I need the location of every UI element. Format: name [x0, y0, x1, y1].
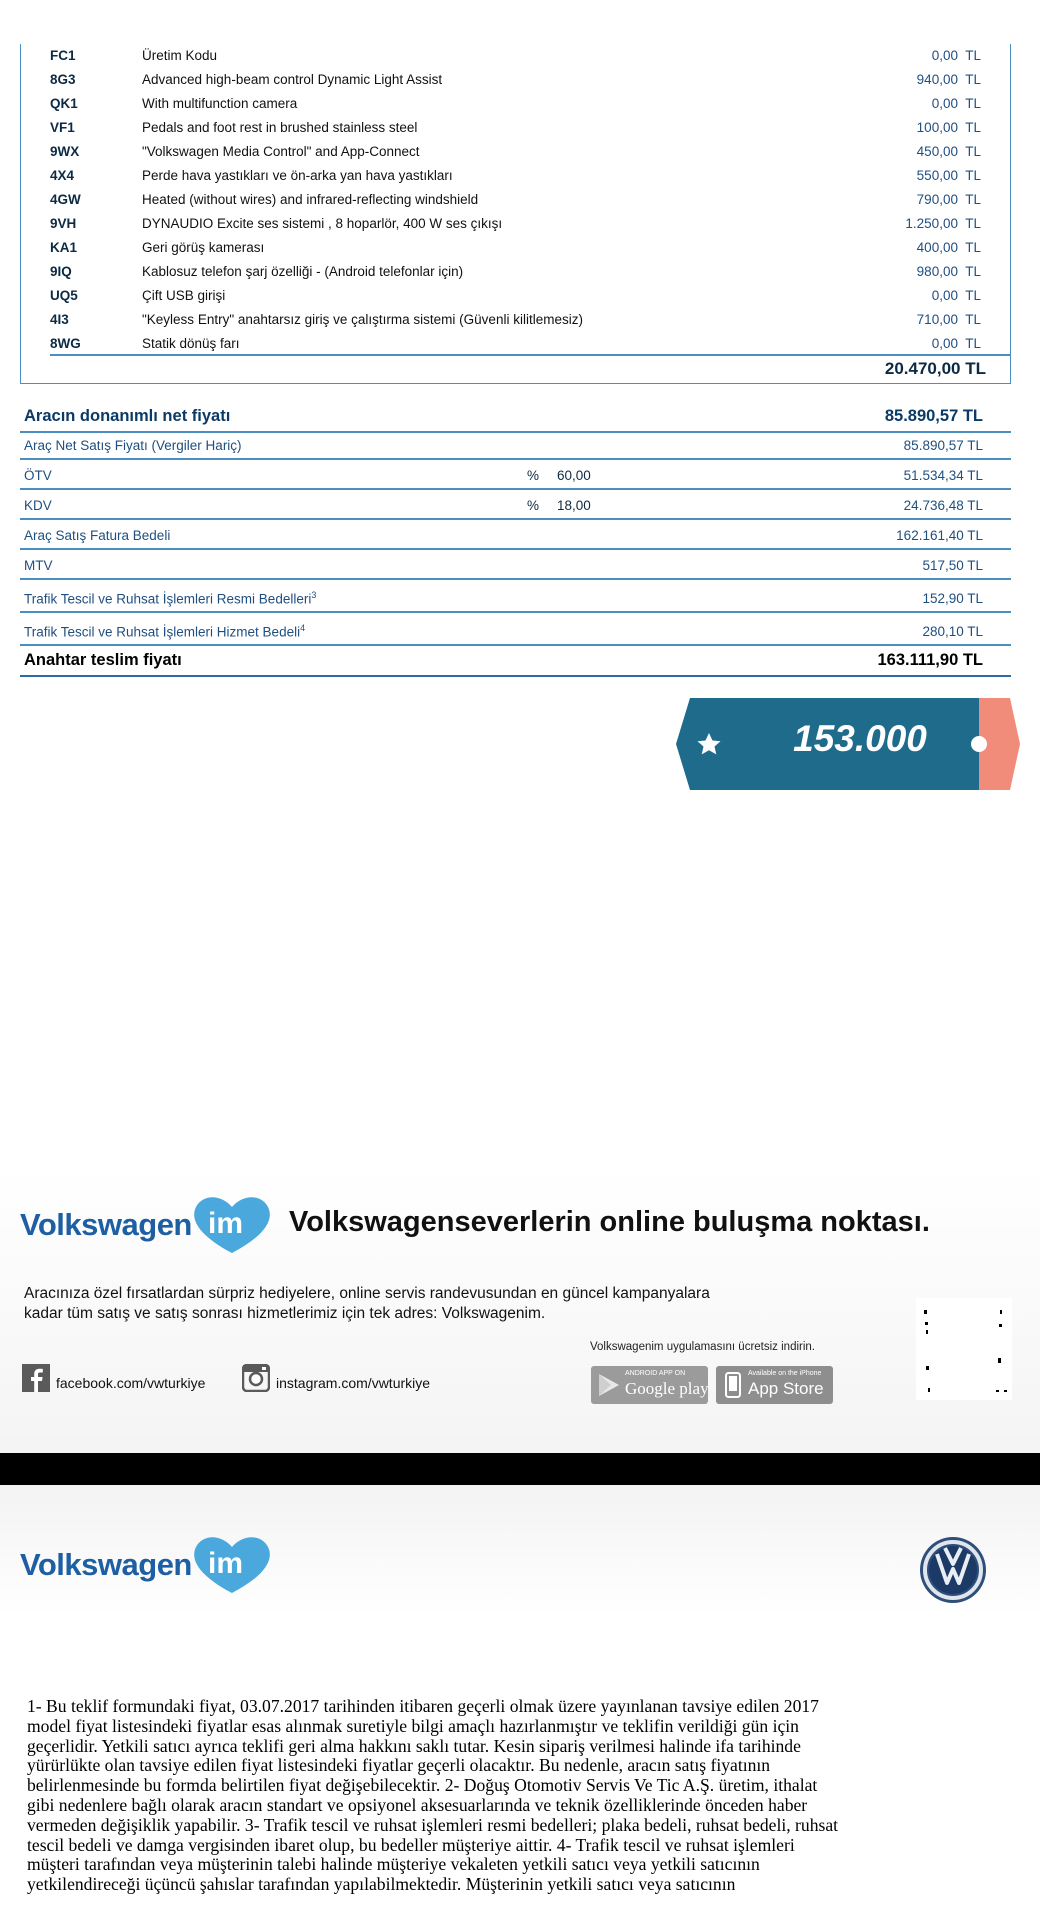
net-sale-price-row — [20, 433, 1011, 460]
option-code: 4X4 — [50, 168, 75, 183]
option-description: Heated (without wires) and infrared-reflecting windshield — [142, 192, 479, 207]
service-fee-value: 280,10 TL — [922, 624, 983, 639]
option-price: 940,00 TL — [916, 72, 981, 87]
option-description: "Keyless Entry" anahtarsız giriş ve çalıştırma sistemi (Güvenli kilitlemesiz) — [142, 312, 583, 327]
registration-fee-value: 152,90 TL — [922, 591, 983, 606]
option-description: Üretim Kodu — [142, 48, 218, 63]
legal-line: vermeden değişiklik yapabilir. 3- Trafik tescil ve ruhsat işlemleri resmi bedelleri; plaka bedeli, ruhsat bedeli, ruhsat — [27, 1814, 839, 1835]
logo-suffix: im — [208, 1207, 244, 1240]
turnkey-price-row — [20, 646, 1011, 677]
vw-logo-icon — [918, 1535, 988, 1605]
option-price: 0,00 TL — [931, 96, 981, 111]
table-row — [21, 44, 1010, 68]
option-description: Çift USB girişi — [142, 288, 226, 303]
otv-percent-sign: % — [527, 468, 540, 483]
table-row — [21, 140, 1010, 164]
qr-code-graphic — [916, 1298, 1012, 1400]
table-row — [21, 284, 1010, 308]
volkswagenim-promo-banner — [0, 1168, 1040, 1453]
option-code: VF1 — [50, 120, 75, 135]
volkswagenim-logo[interactable] — [20, 1195, 275, 1255]
facebook-icon — [22, 1364, 50, 1392]
net-sale-price-label: Araç Net Satış Fiyatı (Vergiler Hariç) — [24, 438, 242, 453]
volkswagenim-logo[interactable] — [20, 1535, 275, 1595]
options-total: 20.470,00 TL — [884, 359, 986, 378]
option-price: 1.250,00 TL — [905, 216, 981, 231]
option-description: Geri görüş kamerası — [142, 240, 265, 255]
option-price: 0,00 TL — [931, 48, 981, 63]
turnkey-price-label: Anahtar teslim fiyatı — [24, 651, 182, 669]
registration-fee-row — [20, 580, 1011, 613]
page-separator — [0, 1453, 1040, 1485]
price-badge — [676, 698, 1020, 790]
table-row — [21, 68, 1010, 92]
table-row — [21, 164, 1010, 188]
legal-line: yürürlükte olan tavsiye edilen fiyat listesindeki fiyatlar geçerli olacaktır. Bu nedenle, aracın satış fiyatının — [27, 1755, 771, 1776]
table-divider — [50, 354, 1010, 356]
table-row — [21, 92, 1010, 116]
table-row — [21, 260, 1010, 284]
promo-title: Volkswagenseverlerin online buluşma noktası. — [289, 1206, 930, 1238]
option-price: 790,00 TL — [916, 192, 981, 207]
option-description: "Volkswagen Media Control" and App-Connect — [142, 144, 420, 159]
google-play-label: Google play — [625, 1379, 709, 1398]
app-download-note: Volkswagenim uygulamasını ücretsiz indirin. — [590, 1341, 815, 1353]
table-row — [21, 212, 1010, 236]
legal-line: geçerlidir. Yetkili satıcı ayrıca teklifi geri alma hakkını saklı tutar. Kesin sipariş verilmesi halinde ifa tarihinde — [27, 1735, 801, 1756]
legal-line: model fiyat listesindeki fiyatlar esas alınmak suretiyle bilgi amaçlı hazırlanmıştır ve teklifin verildiği gün için — [27, 1715, 799, 1736]
legal-disclaimer — [27, 1697, 1017, 1895]
option-code: 8WG — [50, 336, 81, 351]
mtv-row — [20, 550, 1011, 580]
facebook-link-label: facebook.com/vwturkiye — [56, 1375, 206, 1391]
option-price: 710,00 TL — [916, 312, 981, 327]
logo-suffix: im — [208, 1547, 244, 1580]
service-fee-row — [20, 613, 1011, 646]
footnote-marker: 3 — [311, 589, 317, 600]
legal-line: gibi nedenlere bağlı olarak aracın standart ve opsiyonel aksesuarlarında ve teknik özelliklerinde önceden haber — [27, 1794, 808, 1815]
option-code: 4GW — [50, 192, 81, 207]
kdv-percent-sign: % — [527, 498, 540, 513]
legal-line: yetkilendireceği üçüncü şahıslar tarafından yapılabilmektedir. Müşterinin yetkili satıcı veya satıcının — [27, 1874, 736, 1895]
table-row — [21, 308, 1010, 332]
instagram-icon — [242, 1364, 270, 1392]
kdv-rate: 18,00 — [557, 498, 591, 513]
equipped-net-price-value: 85.890,57 TL — [884, 407, 983, 425]
otv-label: ÖTV — [24, 468, 52, 483]
option-code: 9VH — [50, 216, 77, 231]
option-code: QK1 — [50, 96, 78, 111]
registration-fee-label: Trafik Tescil ve Ruhsat İşlemleri Resmi Bedelleri$^3$ — [24, 589, 317, 606]
option-description: Advanced high-beam control Dynamic Light Assist — [142, 72, 443, 87]
footnote-marker: 4 — [300, 622, 306, 633]
badge-value: 153.000 — [793, 718, 927, 759]
invoice-row — [20, 520, 1011, 550]
mtv-value: 517,50 TL — [922, 558, 983, 573]
play-store-icon — [599, 1374, 619, 1396]
option-description: Kablosuz telefon şarj özelliği - (Android telefonlar için) — [142, 264, 464, 279]
qr-code — [916, 1298, 1012, 1400]
equipped-net-price-label: Aracın donanımlı net fiyatı — [24, 407, 231, 425]
kdv-label: KDV — [24, 498, 52, 513]
invoice-label: Araç Satış Fatura Bedeli — [24, 528, 171, 543]
option-description: Perde hava yastıkları ve ön-arka yan hava yastıkları — [142, 168, 453, 183]
option-code: 8G3 — [50, 72, 76, 87]
kdv-value: 24.736,48 TL — [903, 498, 983, 513]
legal-line: tescil bedeli ve damga vergisinden ibaret olup, bu bedeller müşteriye aittir. 4- Trafik tescil ve ruhsat işlemleri — [27, 1834, 795, 1855]
option-price: 0,00 TL — [931, 288, 981, 303]
promo-description — [24, 1284, 824, 1324]
service-fee-label: Trafik Tescil ve Ruhsat İşlemleri Hizmet Bedeli$^4$ — [24, 622, 306, 639]
net-sale-price-value: 85.890,57 TL — [903, 438, 983, 453]
turnkey-price-value: 163.111,90 TL — [877, 651, 983, 669]
option-description: DYNAUDIO Excite ses sistemi , 8 hoparlör, 400 W ses çıkışı — [142, 216, 503, 231]
option-price: 450,00 TL — [916, 144, 981, 159]
instagram-link-label: instagram.com/vwturkiye — [276, 1375, 431, 1391]
legal-line: müşteri tarafından veya müşterinin talebi halinde müşteriye vekaleten yetkili satıcı veya yetkili satıcının — [27, 1854, 760, 1875]
otv-value: 51.534,34 TL — [903, 468, 983, 483]
option-description: With multifunction camera — [142, 96, 298, 111]
option-code: FC1 — [50, 48, 76, 63]
option-code: 9WX — [50, 144, 80, 159]
options-table — [20, 44, 1011, 384]
option-code: UQ5 — [50, 288, 78, 303]
otv-rate: 60,00 — [557, 468, 591, 483]
option-price: 100,00 TL — [916, 120, 981, 135]
otv-row — [20, 460, 1011, 490]
logo-wordmark: Volkswagen — [20, 1547, 192, 1582]
app-store-button[interactable] — [716, 1366, 833, 1404]
instagram-link[interactable] — [242, 1364, 452, 1394]
legal-line: 1- Bu teklif formundaki fiyat, 03.07.2017 tarihinden itibaren geçerli olmak üzere yayınlanan tavsiye edilen 2017 — [27, 1696, 819, 1716]
logo-wordmark: Volkswagen — [20, 1207, 192, 1242]
app-store-caption: Available on the iPhone — [748, 1370, 822, 1377]
google-play-caption: ANDROID APP ON — [625, 1370, 686, 1377]
option-price: 400,00 TL — [916, 240, 981, 255]
facebook-link[interactable] — [22, 1364, 222, 1394]
google-play-button[interactable] — [591, 1366, 708, 1404]
equipped-net-price-row — [20, 400, 1011, 433]
option-code: 4I3 — [50, 312, 69, 327]
mtv-label: MTV — [24, 558, 53, 573]
option-price: 550,00 TL — [916, 168, 981, 183]
promo-description-line: kadar tüm satış ve satış sonrası hizmetlerimiz için tek adres: Volkswagenim. — [24, 1305, 546, 1322]
legal-line: belirlenmesinde bu formda belirtilen fiyat değişebilecektir. 2- Doğuş Otomotiv Servis Ve Tic A.Ş. üretim, ithalat — [27, 1775, 818, 1796]
invoice-value: 162.161,40 TL — [896, 528, 983, 543]
table-row — [21, 332, 1010, 356]
app-store-label: App Store — [748, 1379, 824, 1398]
table-row — [21, 188, 1010, 212]
option-description: Pedals and foot rest in brushed stainless steel — [142, 120, 418, 135]
option-description: Statik dönüş farı — [142, 336, 240, 351]
iphone-icon — [725, 1372, 741, 1398]
kdv-row — [20, 490, 1011, 520]
table-row — [21, 116, 1010, 140]
option-price: 0,00 TL — [931, 336, 981, 351]
promo-description-line: Aracınıza özel fırsatlardan sürpriz hediyelere, online servis randevusundan en güncel kampanyalara — [24, 1285, 710, 1302]
option-code: KA1 — [50, 240, 78, 255]
option-code: 9IQ — [50, 264, 72, 279]
option-price: 980,00 TL — [916, 264, 981, 279]
table-row — [21, 236, 1010, 260]
